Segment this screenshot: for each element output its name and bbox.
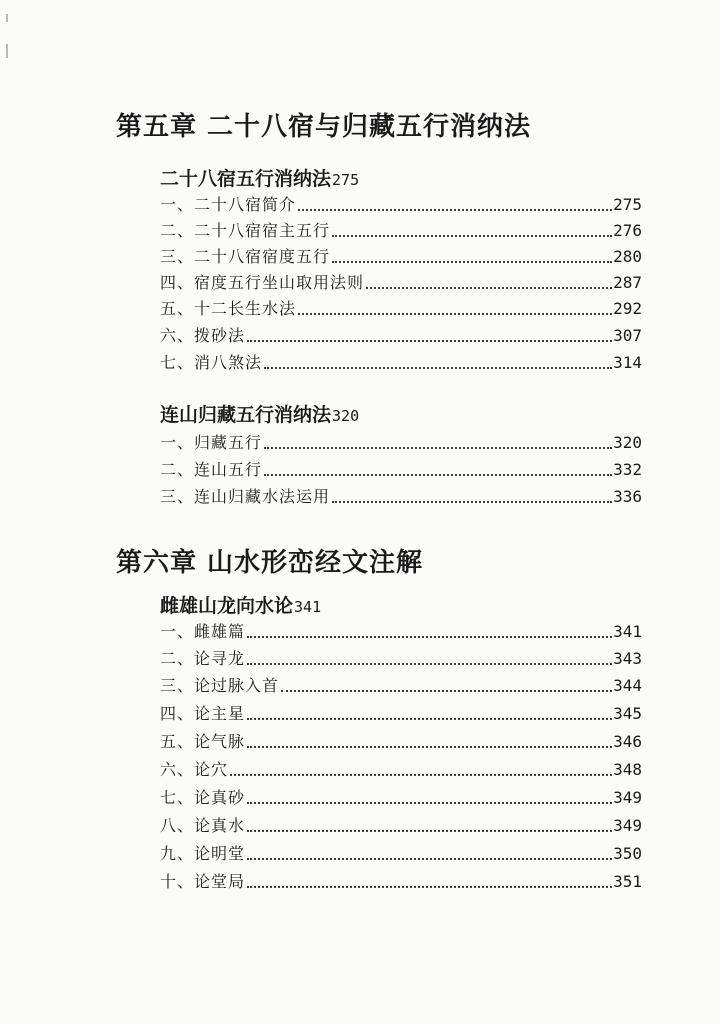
- dot-leader: [332, 261, 612, 263]
- section-title-text: 二十八宿五行消纳法: [160, 168, 332, 190]
- dot-leader: [247, 802, 612, 804]
- entry-page-number: 351: [613, 872, 642, 891]
- entry-page-number: 320: [613, 433, 642, 452]
- toc-entry[interactable]: [160, 296, 642, 320]
- entry-label: 五、十二长生水法: [160, 299, 297, 318]
- entry-page-number: 332: [613, 460, 642, 479]
- toc-entry[interactable]: [160, 841, 642, 865]
- entry-label: 一、归藏五行: [160, 433, 263, 452]
- dot-leader: [230, 774, 612, 776]
- toc-entry[interactable]: [160, 813, 642, 837]
- entry-label: 八、论真水: [160, 816, 246, 835]
- entry-page-number: 349: [613, 816, 642, 835]
- toc-entry[interactable]: [160, 430, 642, 454]
- entry-label: 四、论主星: [160, 704, 246, 723]
- entry-label: 五、论气脉: [160, 732, 246, 751]
- entry-label: 六、拨砂法: [160, 326, 246, 345]
- dot-leader: [247, 340, 612, 342]
- dot-leader: [281, 690, 612, 692]
- entry-label: 四、宿度五行坐山取用法则: [160, 273, 365, 292]
- toc-entry[interactable]: [160, 646, 642, 670]
- toc-entry[interactable]: [160, 350, 642, 374]
- toc-entry[interactable]: [160, 270, 642, 294]
- dot-leader: [247, 718, 612, 720]
- chapter-title: 第六章 山水形峦经文注解: [116, 548, 424, 578]
- entry-label: 十、论堂局: [160, 872, 246, 891]
- section-title: [160, 403, 359, 428]
- entry-page-number: 280: [613, 247, 642, 266]
- entry-label: 六、论穴: [160, 760, 229, 779]
- dot-leader: [332, 501, 612, 503]
- entry-page-number: 314: [613, 353, 642, 372]
- entry-label: 二、论寻龙: [160, 649, 246, 668]
- section-title: [160, 594, 321, 619]
- dot-leader: [264, 367, 612, 369]
- entry-label: 一、二十八宿简介: [160, 195, 297, 214]
- entry-page-number: 307: [613, 326, 642, 345]
- entry-page-number: 341: [613, 622, 642, 641]
- entry-label: 二、连山五行: [160, 460, 263, 479]
- dot-leader: [366, 287, 612, 289]
- toc-entry[interactable]: [160, 757, 642, 781]
- margin-mark: [6, 14, 8, 22]
- entry-page-number: 346: [613, 732, 642, 751]
- section-title: [160, 167, 359, 192]
- margin-mark: [6, 44, 8, 58]
- entry-label: 一、雌雄篇: [160, 622, 246, 641]
- entry-page-number: 349: [613, 788, 642, 807]
- dot-leader: [264, 474, 612, 476]
- entry-label: 三、论过脉入首: [160, 676, 280, 695]
- entry-page-number: 276: [613, 221, 642, 240]
- entry-label: 三、连山归藏水法运用: [160, 487, 331, 506]
- dot-leader: [264, 447, 612, 449]
- section-page-number: 341: [294, 598, 322, 616]
- toc-entry[interactable]: [160, 244, 642, 268]
- entry-page-number: 345: [613, 704, 642, 723]
- toc-entry[interactable]: [160, 673, 642, 697]
- dot-leader: [298, 313, 612, 315]
- entry-page-number: 336: [613, 487, 642, 506]
- toc-entry[interactable]: [160, 701, 642, 725]
- dot-leader: [298, 209, 612, 211]
- dot-leader: [247, 636, 612, 638]
- toc-entry[interactable]: [160, 192, 642, 216]
- entry-page-number: 350: [613, 844, 642, 863]
- toc-entry[interactable]: [160, 785, 642, 809]
- toc-entry[interactable]: [160, 484, 642, 508]
- entry-page-number: 344: [613, 676, 642, 695]
- toc-entry[interactable]: [160, 457, 642, 481]
- section-title-text: 连山归藏五行消纳法: [160, 404, 332, 426]
- entry-label: 二、二十八宿宿主五行: [160, 221, 331, 240]
- toc-entry[interactable]: [160, 218, 642, 242]
- entry-page-number: 292: [613, 299, 642, 318]
- entry-page-number: 343: [613, 649, 642, 668]
- dot-leader: [247, 886, 612, 888]
- entry-page-number: 275: [613, 195, 642, 214]
- toc-entry[interactable]: [160, 729, 642, 753]
- entry-label: 九、论明堂: [160, 844, 246, 863]
- dot-leader: [247, 746, 612, 748]
- section-title-text: 雌雄山龙向水论: [160, 595, 294, 617]
- section-page-number: 275: [332, 171, 360, 189]
- chapter-title: 第五章 二十八宿与归藏五行消纳法: [116, 112, 532, 142]
- dot-leader: [247, 663, 612, 665]
- dot-leader: [332, 235, 612, 237]
- entry-label: 三、二十八宿宿度五行: [160, 247, 331, 266]
- toc-entry[interactable]: [160, 323, 642, 347]
- entry-label: 七、消八煞法: [160, 353, 263, 372]
- entry-label: 七、论真砂: [160, 788, 246, 807]
- toc-entry[interactable]: [160, 619, 642, 643]
- entry-page-number: 287: [613, 273, 642, 292]
- entry-page-number: 348: [613, 760, 642, 779]
- dot-leader: [247, 830, 612, 832]
- toc-entry[interactable]: [160, 869, 642, 893]
- section-page-number: 320: [332, 407, 360, 425]
- dot-leader: [247, 858, 612, 860]
